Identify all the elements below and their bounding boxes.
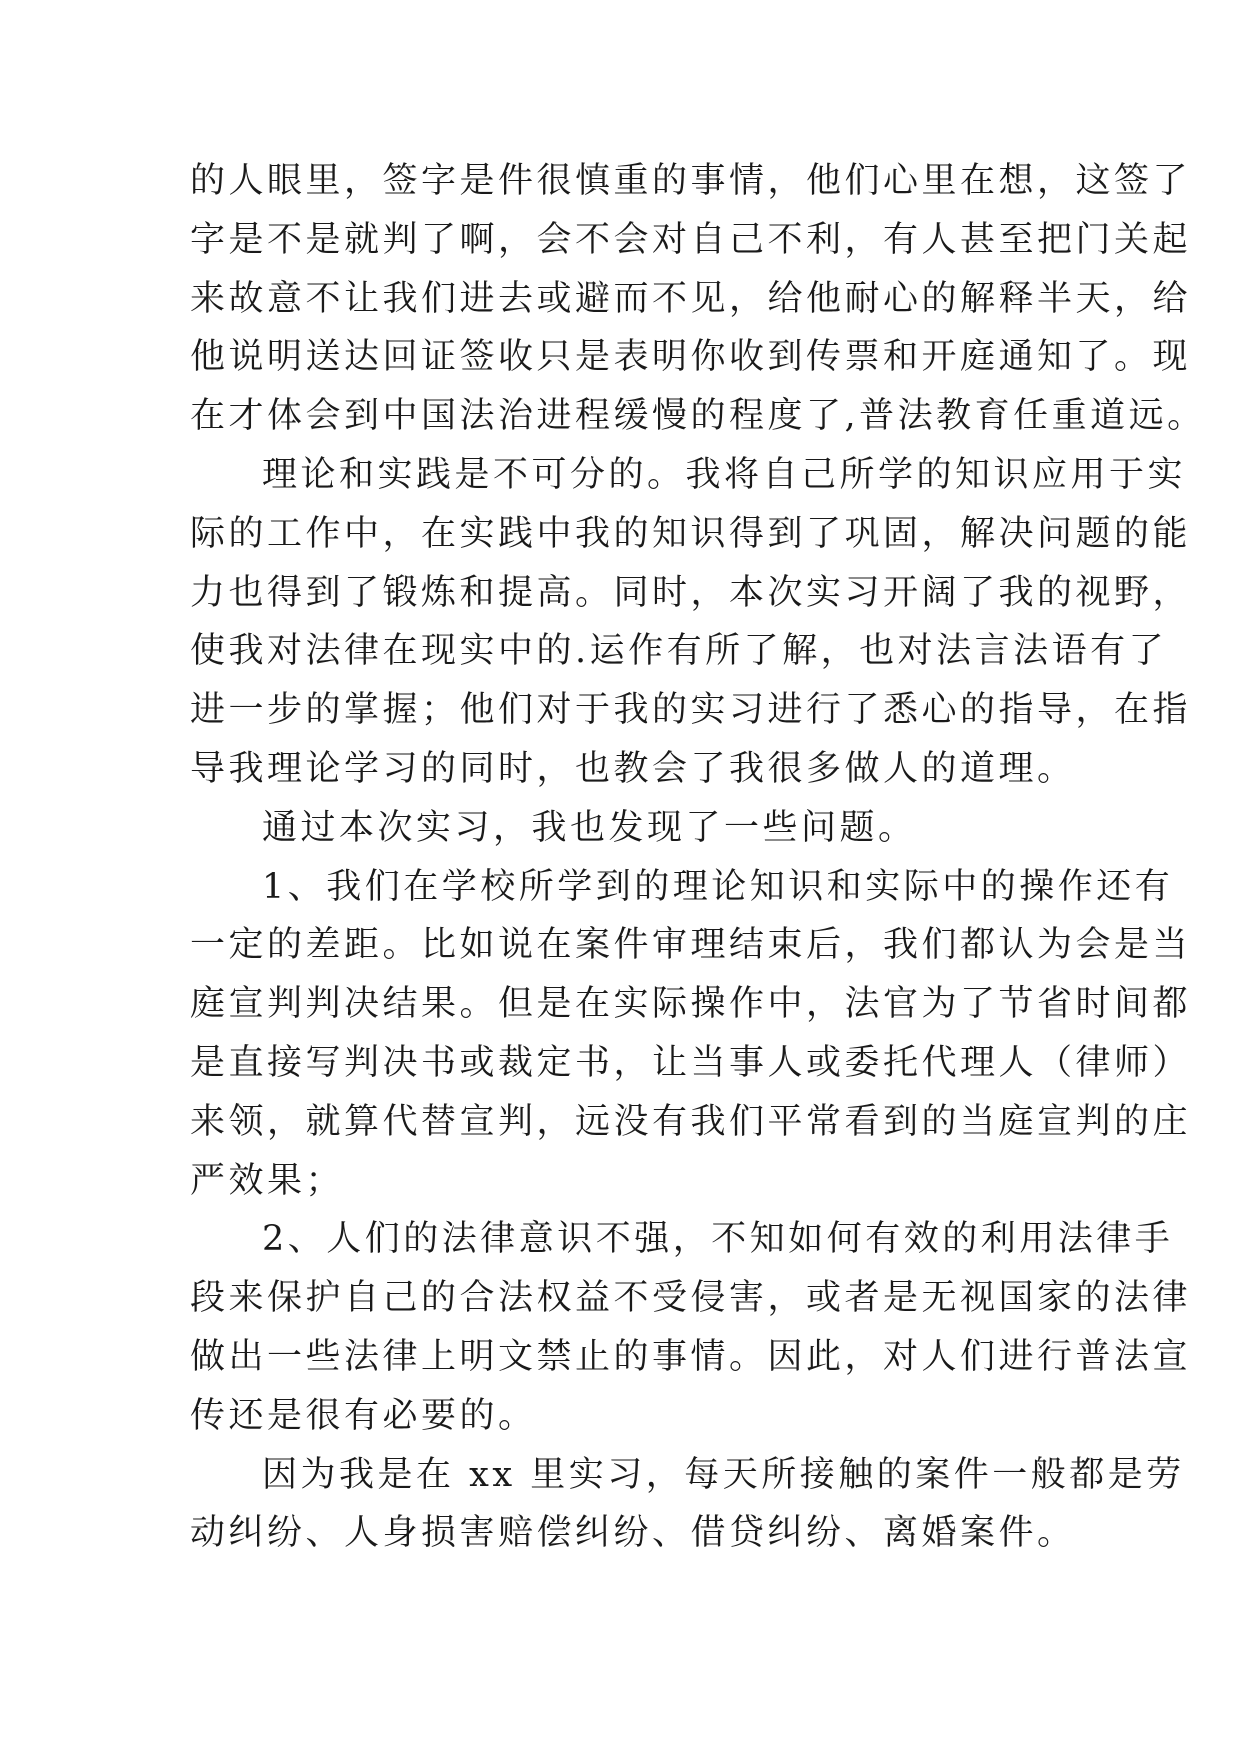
text-line: 做出一些法律上明文禁止的事情。因此，对人们进行普法宣 (190, 1336, 1192, 1377)
text-line: 使我对法律在现实中的.运作有所了解，也对法言法语有了 (190, 631, 1168, 672)
text-line: 字是不是就判了啊，会不会对自己不利，有人甚至把门关起 (190, 219, 1192, 260)
text-line: 因为我是在 xx 里实习，每天所接触的案件一般都是劳 (262, 1454, 1185, 1495)
text-line: 是直接写判决书或裁定书，让当事人或委托代理人（律师） (190, 1042, 1192, 1083)
text-line: 动纠纷、人身损害赔偿纠纷、借贷纠纷、离婚案件。 (190, 1513, 1076, 1554)
text-line: 的人眼里，签字是件很慎重的事情，他们心里在想，这签了 (190, 161, 1192, 201)
text-line: 1、我们在学校所学到的理论知识和实际中的操作还有 (262, 866, 1174, 907)
text-line: 他说明送达回证签收只是表明你收到传票和开庭通知了。现 (190, 337, 1192, 378)
text-line: 在才体会到中国法治进程缓慢的程度了,普法教育任重道远。 (190, 396, 1206, 437)
text-line: 通过本次实习，我也发现了一些问题。 (262, 807, 917, 848)
text-line: 来领，就算代替宣判，远没有我们平常看到的当庭宣判的庄 (190, 1101, 1192, 1142)
text-line: 庭宣判判决结果。但是在实际操作中，法官为了节省时间都 (190, 984, 1192, 1025)
text-line: 导我理论学习的同时，也教会了我很多做人的道理。 (190, 748, 1076, 789)
text-line: 传还是很有必要的。 (190, 1395, 537, 1436)
document-body (190, 152, 1206, 1563)
text-line: 理论和实践是不可分的。我将自己所学的知识应用于实 (262, 454, 1187, 495)
text-line: 来故意不让我们进去或避而不见，给他耐心的解释半天，给 (190, 278, 1192, 319)
text-line: 2、人们的法律意识不强，不知如何有效的利用法律手 (262, 1219, 1174, 1260)
text-line: 一定的差距。比如说在案件审理结束后，我们都认为会是当 (190, 925, 1192, 966)
text-line: 进一步的掌握；他们对于我的实习进行了悉心的指导，在指 (190, 690, 1192, 731)
text-line: 力也得到了锻炼和提高。同时，本次实习开阔了我的视野， (190, 572, 1192, 613)
text-line: 严效果； (190, 1160, 345, 1201)
text-line: 段来保护自己的合法权益不受侵害，或者是无视国家的法律 (190, 1278, 1192, 1319)
text-line: 际的工作中，在实践中我的知识得到了巩固，解决问题的能 (190, 513, 1192, 554)
